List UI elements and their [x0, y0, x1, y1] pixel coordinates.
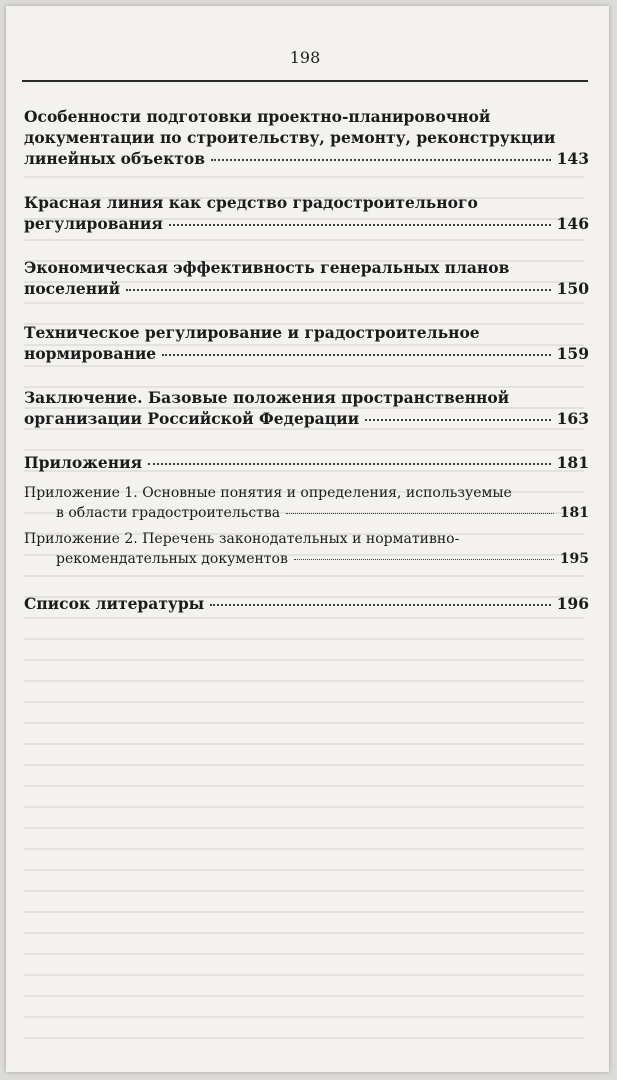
toc-entry-line: Заключение. Базовые положения пространственной	[24, 388, 510, 407]
toc-entry-line: Техническое регулирование и градостроительное	[24, 323, 480, 342]
toc-entry-title-end: рекомендательных документов	[56, 551, 288, 567]
book-page	[6, 6, 609, 1072]
toc-entry-title-end: в области градостроительства	[56, 505, 281, 521]
toc-entry-title-end: Приложения	[24, 453, 143, 472]
dot-leader	[294, 559, 554, 560]
toc-entry	[24, 593, 589, 614]
toc-entry-title-end: линейных объектов	[24, 149, 205, 168]
dot-leader	[365, 419, 550, 421]
dot-leader	[162, 354, 550, 356]
toc-page-number: 143	[556, 149, 589, 168]
toc-page-number: 195	[559, 551, 589, 567]
toc-entry	[24, 106, 589, 169]
toc-entry-title-end: Список литературы	[24, 594, 205, 613]
dot-leader	[211, 159, 551, 161]
dot-leader	[148, 463, 551, 465]
toc-subentry	[24, 483, 589, 523]
toc-entry	[24, 452, 589, 473]
toc-entry-title-end: организации Российской Федерации	[24, 409, 360, 428]
toc-entry-line: Приложение 2. Перечень законодательных и нормативно-	[24, 531, 460, 547]
dot-leader	[169, 224, 551, 226]
toc-entry-line: документации по строительству, ремонту, реконструкции	[24, 128, 556, 147]
toc-entry	[24, 322, 589, 364]
dot-leader	[286, 513, 554, 514]
toc-page-number: 150	[556, 279, 589, 298]
toc-entry-title-end: поселений	[24, 279, 121, 298]
toc-page-number: 146	[556, 214, 589, 233]
toc-entry-line: Приложение 1. Основные понятия и определения, используемые	[24, 485, 512, 501]
toc-entry-line: Красная линия как средство градостроительного	[24, 193, 478, 212]
toc-entry	[24, 192, 589, 234]
toc-page-number: 181	[559, 505, 589, 521]
toc-page-number: 163	[556, 409, 589, 428]
toc-entry-title-end: регулирования	[24, 214, 163, 233]
toc-entry-line: Особенности подготовки проектно-планировочной	[24, 107, 491, 126]
toc-subentry	[24, 529, 589, 569]
toc-entry	[24, 387, 589, 429]
toc-entry-title-end: нормирование	[24, 344, 157, 363]
toc-page-number: 159	[556, 344, 589, 363]
page-number: 198	[289, 48, 321, 67]
page-header	[22, 48, 588, 82]
toc-entry	[24, 257, 589, 299]
dot-leader	[126, 289, 551, 291]
dot-leader	[210, 604, 550, 606]
toc-page-number: 181	[556, 453, 589, 472]
toc-page-number: 196	[556, 594, 589, 613]
table-of-contents	[24, 106, 589, 614]
toc-entry-line: Экономическая эффективность генеральных планов	[24, 258, 510, 277]
